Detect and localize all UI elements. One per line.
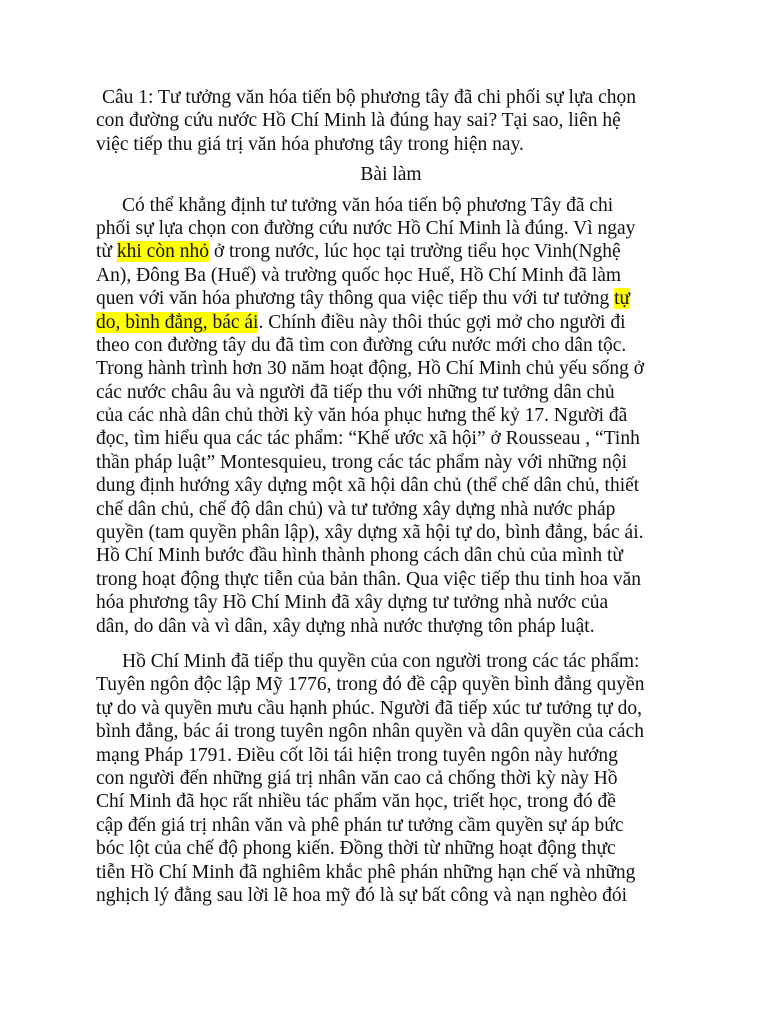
paragraph-1-line-19: dân, do dân và vì dân, xây dựng nhà nước thượng tôn pháp luật. xyxy=(96,615,595,637)
paragraph-2-line-4: bình đẳng, bác ái trong tuyên ngôn nhân quyền và dân quyền của cách xyxy=(96,721,644,743)
paragraph-1-line-18: hóa phương tây Hồ Chí Minh đã xây dựng tư tưởng nhà nước của xyxy=(96,592,609,614)
paragraph-2-line-9: bóc lột của chế độ phong kiến. Đồng thời từ những hoạt động thực xyxy=(96,838,616,860)
text-run: quen với văn hóa phương tây thông qua việc tiếp thu với tư tưởng xyxy=(96,288,615,310)
paragraph-1-line-10: của các nhà dân chủ thời kỳ văn hóa phục hưng thế kỷ 17. Người đã xyxy=(96,405,628,427)
paragraph-1-line-17: trong hoạt động thực tiễn của bản thân. Qua việc tiếp thu tinh hoa văn xyxy=(96,568,642,590)
document-page xyxy=(96,86,676,907)
paragraph-1-line-7: theo con đường tây du đã tìm con đường cứu nước mới cho dân tộc. xyxy=(96,334,627,356)
paragraph-1-line-11: đọc, tìm hiểu qua các tác phẩm: “Khế ước xã hội” ở Rousseau , “Tinh xyxy=(96,428,640,450)
paragraph-2-line-11: nghịch lý đằng sau lời lẽ hoa mỹ đó là sự bất công và nạn nghèo đói xyxy=(96,884,628,906)
paragraph-2-line-1: Hồ Chí Minh đã tiếp thu quyền của con người trong các tác phẩm: xyxy=(122,650,640,672)
paragraph-2-line-6: con người đến những giá trị nhân văn cao cả chống thời kỳ này Hồ xyxy=(96,767,618,789)
question-line-1: Câu 1: Tư tưởng văn hóa tiến bộ phương tây đã chi phối sự lựa chọn xyxy=(102,87,636,108)
paragraph-1-line-12: thần pháp luật” Montesquieu, trong các tác phẩm này với những nội xyxy=(96,451,627,473)
highlighted-text: do, bình đẳng, bác ái xyxy=(96,311,259,333)
text-run: . Chính điều này thôi thúc gợi mở cho người đi xyxy=(258,311,626,333)
paragraph-1 xyxy=(96,194,676,638)
paragraph-2 xyxy=(96,650,676,907)
question-line-2: con đường cứu nước Hồ Chí Minh là đúng hay sai? Tại sao, liên hệ xyxy=(96,110,621,132)
paragraph-1-line-14: chế dân chủ, chế độ dân chủ) và tư tưởng xây dựng nhà nước pháp xyxy=(96,498,616,520)
paragraph-1-line-1: Có thể khẳng định tư tưởng văn hóa tiến bộ phương Tây đã chi xyxy=(122,194,614,216)
paragraph-1-line-8: Trong hành trình hơn 30 năm hoạt động, Hồ Chí Minh chủ yếu sống ở xyxy=(96,358,645,380)
paragraph-1-line-5 xyxy=(96,287,676,310)
paragraph-2-line-10: tiễn Hồ Chí Minh đã nghiêm khắc phê phán những hạn chế và những xyxy=(96,861,636,883)
paragraph-2-line-2: Tuyên ngôn độc lập Mỹ 1776, trong đó đề cập quyền bình đẳng quyền xyxy=(96,674,645,696)
paragraph-2-line-8: cập đến giá trị nhân văn và phê phán tư tưởng cầm quyền sự áp bức xyxy=(96,814,624,836)
paragraph-2-line-5: mạng Pháp 1791. Điều cốt lõi tái hiện trong tuyên ngôn này hướng xyxy=(96,744,618,766)
text-run: ở trong nước, lúc học tại trường tiểu học Vinh(Nghệ xyxy=(208,241,621,263)
paragraph-1-line-9: các nước châu âu và người đã tiếp thu với những tư tưởng dân chủ xyxy=(96,381,615,403)
paragraph-1-line-15: quyền (tam quyền phân lập), xây dựng xã hội tự do, bình đẳng, bác ái. xyxy=(96,522,644,544)
text-run: từ xyxy=(96,241,117,263)
paragraph-1-line-13: dung định hướng xây dựng một xã hội dân chủ (thể chế dân chủ, thiết xyxy=(96,475,640,497)
question-line-3: việc tiếp thu giá trị văn hóa phương tây trong hiện nay. xyxy=(96,133,524,155)
paragraph-1-line-6 xyxy=(96,311,676,334)
paragraph-1-line-4: An), Đông Ba (Huế) và trường quốc học Huế, Hồ Chí Minh đã làm xyxy=(96,264,622,286)
answer-heading: Bài làm xyxy=(360,164,422,186)
paragraph-1-line-2: phối sự lựa chọn con đường cứu nước Hồ Chí Minh là đúng. Vì ngay xyxy=(96,217,636,239)
paragraph-1-line-16: Hồ Chí Minh bước đầu hình thành phong cách dân chủ của mình từ xyxy=(96,545,623,567)
question-text xyxy=(96,86,676,156)
highlighted-text: khi còn nhỏ xyxy=(116,241,209,263)
highlighted-text: tự xyxy=(614,288,631,310)
paragraph-1-line-3 xyxy=(96,240,676,263)
paragraph-2-line-7: Chí Minh đã học rất nhiều tác phẩm văn học, triết học, trong đó đề xyxy=(96,791,616,813)
paragraph-2-line-3: tự do và quyền mưu cầu hạnh phúc. Người đã tiếp xúc tư tưởng tự do, xyxy=(96,697,642,719)
